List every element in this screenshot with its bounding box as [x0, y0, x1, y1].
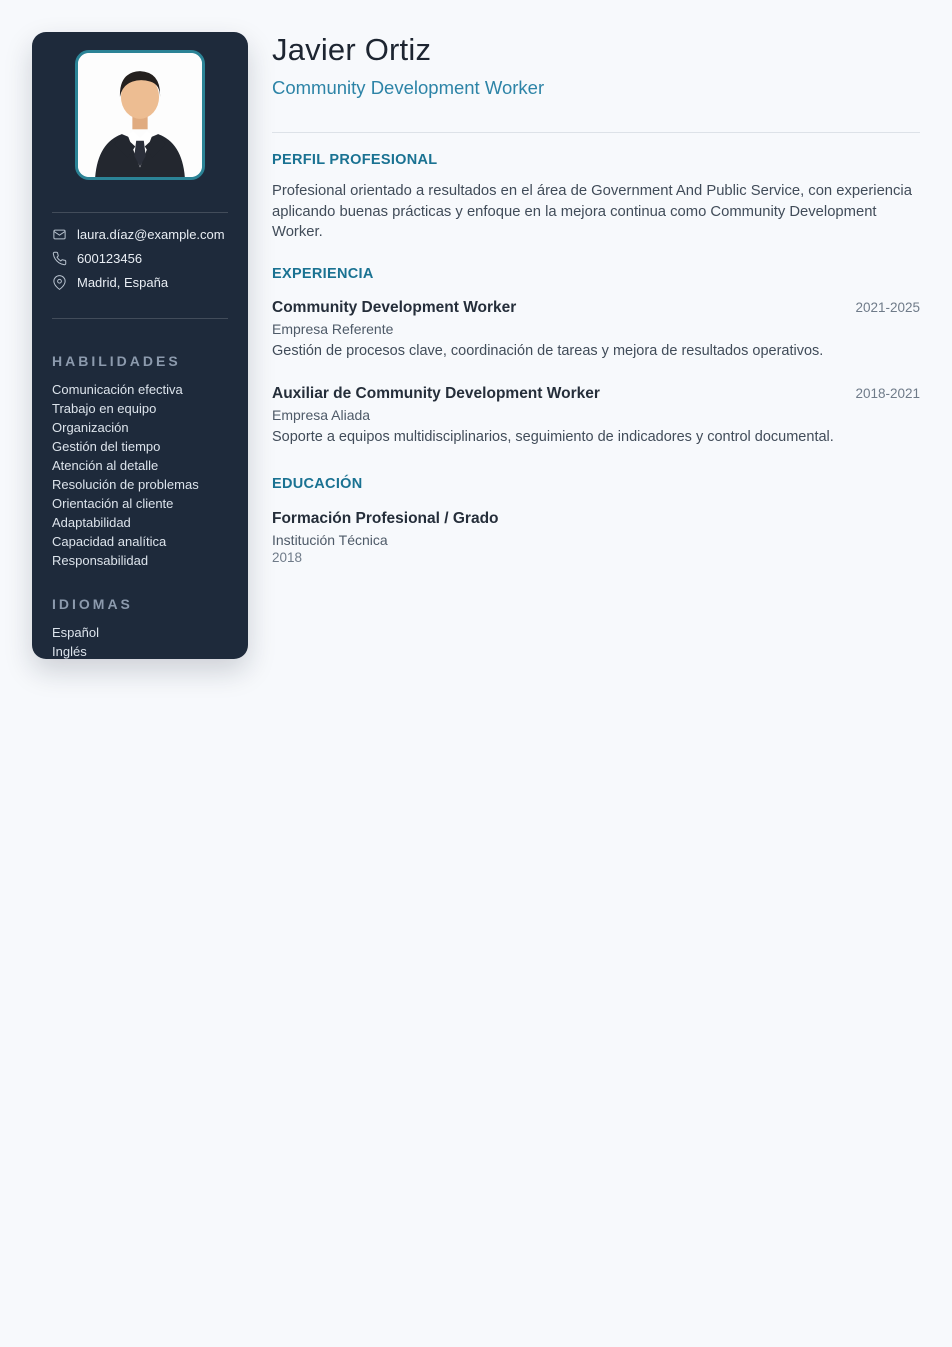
skill-item: Resolución de problemas	[52, 477, 199, 492]
candidate-job-title: Community Development Worker	[272, 77, 545, 98]
experience-item	[272, 385, 920, 447]
experience-job-title: Community Development Worker	[272, 298, 517, 316]
sidebar-divider-skills	[52, 318, 228, 319]
contact-location-text: Madrid, España	[77, 275, 169, 290]
experience-description: Soporte a equipos multidisciplinarios, seguimiento de indicadores y control documental.	[272, 428, 834, 445]
sidebar-divider-top	[52, 212, 228, 213]
candidate-name: Javier Ortiz	[272, 32, 432, 67]
experience-dates: 2018-2021	[855, 385, 920, 401]
skill-item: Comunicación efectiva	[52, 382, 183, 397]
experience-description: Gestión de procesos clave, coordinación de tareas y mejora de resultados operativos.	[272, 342, 824, 359]
education-degree: Formación Profesional / Grado	[272, 509, 499, 527]
experience-item-header	[272, 299, 920, 317]
contact-email	[52, 227, 228, 242]
skill-item: Orientación al cliente	[52, 496, 174, 511]
experience-section-heading: EXPERIENCIA	[272, 265, 374, 282]
skill-item: Gestión del tiempo	[52, 439, 161, 454]
education-year: 2018	[272, 549, 303, 565]
language-item: Inglés	[52, 644, 87, 659]
profile-photo	[75, 50, 205, 180]
skill-item: Trabajo en equipo	[52, 401, 157, 416]
profile-photo-illustration	[78, 53, 202, 177]
profile-summary-text: Profesional orientado a resultados en el área de Government And Public Service, con experiencia aplicando buenas prácticas y enfoque en la mejora continua como Community Development Worker.	[272, 183, 912, 240]
contact-location	[52, 275, 228, 290]
contact-phone	[52, 251, 228, 266]
contact-phone-text: 600123456	[77, 251, 143, 266]
contact-info	[52, 227, 228, 290]
skills-heading: HABILIDADES	[52, 353, 181, 369]
phone-icon	[52, 251, 67, 266]
contact-email-text: laura.díaz@example.com	[77, 227, 225, 242]
header-divider	[272, 132, 920, 133]
experience-item	[272, 299, 920, 361]
experience-dates: 2021-2025	[855, 299, 920, 315]
envelope-icon	[52, 227, 67, 242]
skill-item: Organización	[52, 420, 129, 435]
education-item	[272, 510, 920, 565]
experience-job-title: Auxiliar de Community Development Worker	[272, 384, 600, 402]
language-item: Español	[52, 625, 99, 640]
sidebar	[32, 32, 248, 659]
languages-list	[52, 623, 228, 661]
experience-company: Empresa Aliada	[272, 406, 371, 423]
skills-list	[52, 380, 228, 570]
skill-item: Responsabilidad	[52, 553, 149, 568]
experience-company: Empresa Referente	[272, 320, 394, 337]
location-pin-icon	[52, 275, 67, 290]
languages-heading: IDIOMAS	[52, 596, 133, 612]
profile-section-heading: PERFIL PROFESIONAL	[272, 152, 438, 168]
education-institution: Institución Técnica	[272, 531, 388, 548]
education-section-heading: EDUCACIÓN	[272, 475, 363, 492]
skill-item: Capacidad analítica	[52, 534, 167, 549]
experience-item-header	[272, 385, 920, 403]
skill-item: Adaptabilidad	[52, 515, 131, 530]
main-content	[272, 32, 920, 565]
skill-item: Atención al detalle	[52, 458, 159, 473]
